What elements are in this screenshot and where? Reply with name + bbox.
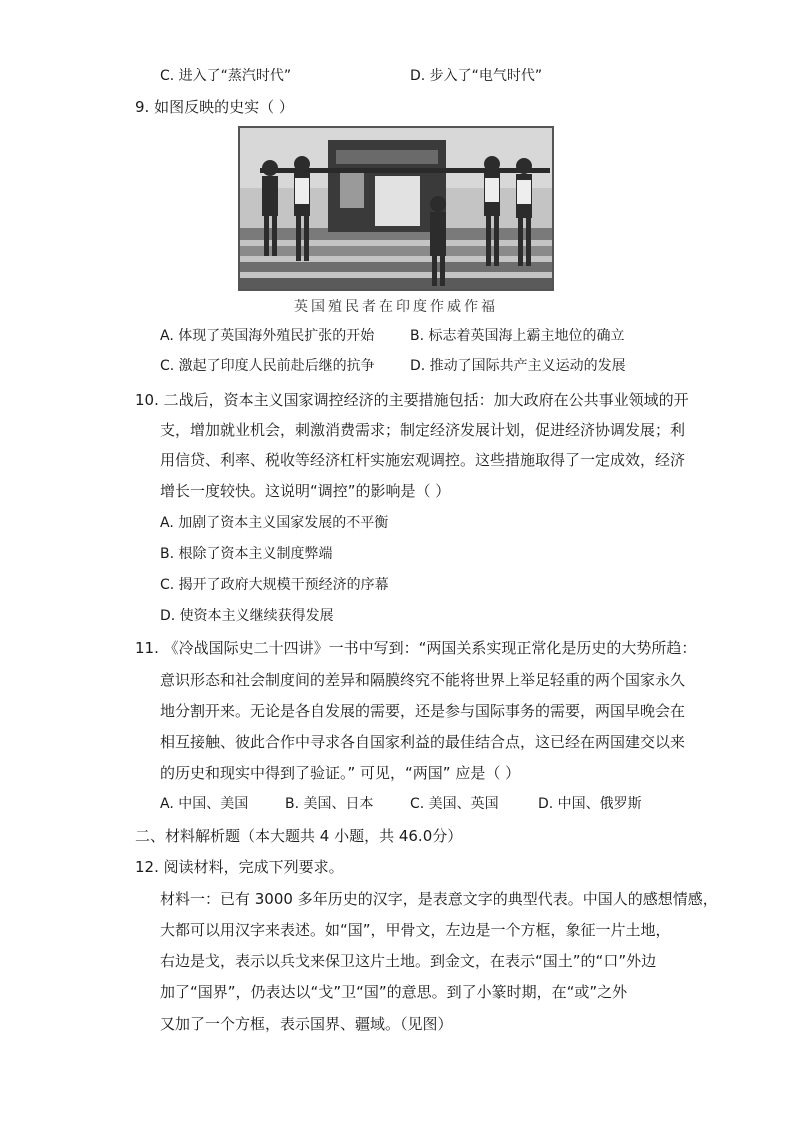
q10-stem-line-3: 用信贷、利率、税收等经济杠杆实施宏观调控。这些措施取得了一定成效，经济 <box>160 451 686 469</box>
palanquin-photo-illustration <box>240 128 554 291</box>
q9-stem: 9. 如图反映的史实（ ） <box>135 98 294 116</box>
q10-stem-line-2: 支，增加就业机会，刺激消费需求；制定经济发展计划，促进经济协调发展；利 <box>160 421 686 439</box>
q9-option-d: D. 推动了国际共产主义运动的发展 <box>410 358 626 374</box>
q8-option-c: C. 进入了“蒸汽时代” <box>160 68 292 84</box>
q11-option-c: C. 美国、英国 <box>410 796 499 812</box>
q12-material-line-4: 加了“国界”，仍表达以“戈”卫“国”的意思。到了小篆时期，在“或”之外 <box>160 983 628 1001</box>
photo-caption: 英国殖民者在印度作威作福 <box>294 299 498 315</box>
q12-stem: 12. 阅读材料，完成下列要求。 <box>135 858 344 876</box>
q11-option-d: D. 中国、俄罗斯 <box>538 796 642 812</box>
q12-material-line-1: 材料一：已有 3000 多年历史的汉字，是表意文字的典型代表。中国人的感想情感， <box>160 890 718 908</box>
q10-option-c: C. 揭开了政府大规模干预经济的序幕 <box>160 577 389 593</box>
q8-option-d: D. 步入了“电气时代” <box>410 68 543 84</box>
q11-stem-line-2: 意识形态和社会制度间的差异和隔膜终究不能将世界上举足轻重的两个国家永久 <box>160 671 686 689</box>
q11-stem-line-5: 的历史和现实中得到了验证。” 可见，“两国” 应是（ ） <box>160 764 521 782</box>
q9-option-b: B. 标志着英国海上霸主地位的确立 <box>410 328 625 344</box>
q9-option-c: C. 激起了印度人民前赴后继的抗争 <box>160 358 375 374</box>
q11-stem-line-1: 11. 《冷战国际史二十四讲》一书中写到：“两国关系实现正常化是历史的大势所趋： <box>135 639 697 657</box>
q11-stem-line-4: 相互接触、彼此合作中寻求各自国家利益的最佳结合点，这已经在两国建交以来 <box>160 733 686 751</box>
q11-option-a: A. 中国、美国 <box>160 796 249 812</box>
q9-historical-photo <box>238 126 554 291</box>
q10-option-a: A. 加剧了资本主义国家发展的不平衡 <box>160 515 389 531</box>
q9-option-a: A. 体现了英国海外殖民扩张的开始 <box>160 328 375 344</box>
q10-stem-line-1: 10. 二战后，资本主义国家调控经济的主要措施包括：加大政府在公共事业领域的开 <box>135 391 689 409</box>
q12-material-line-3: 右边是戈，表示以兵戈来保卫这片土地。到金文，在表示“国土”的“口”外边 <box>160 952 657 970</box>
q12-material-line-5: 又加了一个方框，表示国界、疆域。（见图） <box>160 1015 453 1033</box>
q12-material-line-2: 大都可以用汉字来表述。如“国”，甲骨文，左边是一个方框，象征一片土地， <box>160 921 671 939</box>
q11-stem-line-3: 地分割开来。无论是各自发展的需要，还是参与国际事务的需要，两国早晚会在 <box>160 702 686 720</box>
section-heading: 二、材料解析题（本大题共 4 小题，共 46.0分） <box>135 827 463 845</box>
q10-option-b: B. 根除了资本主义制度弊端 <box>160 546 333 562</box>
q11-option-b: B. 美国、日本 <box>285 796 374 812</box>
q10-stem-line-4: 增长一度较快。这说明“调控”的影响是（ ） <box>160 482 451 500</box>
q10-option-d: D. 使资本主义继续获得发展 <box>160 608 334 624</box>
